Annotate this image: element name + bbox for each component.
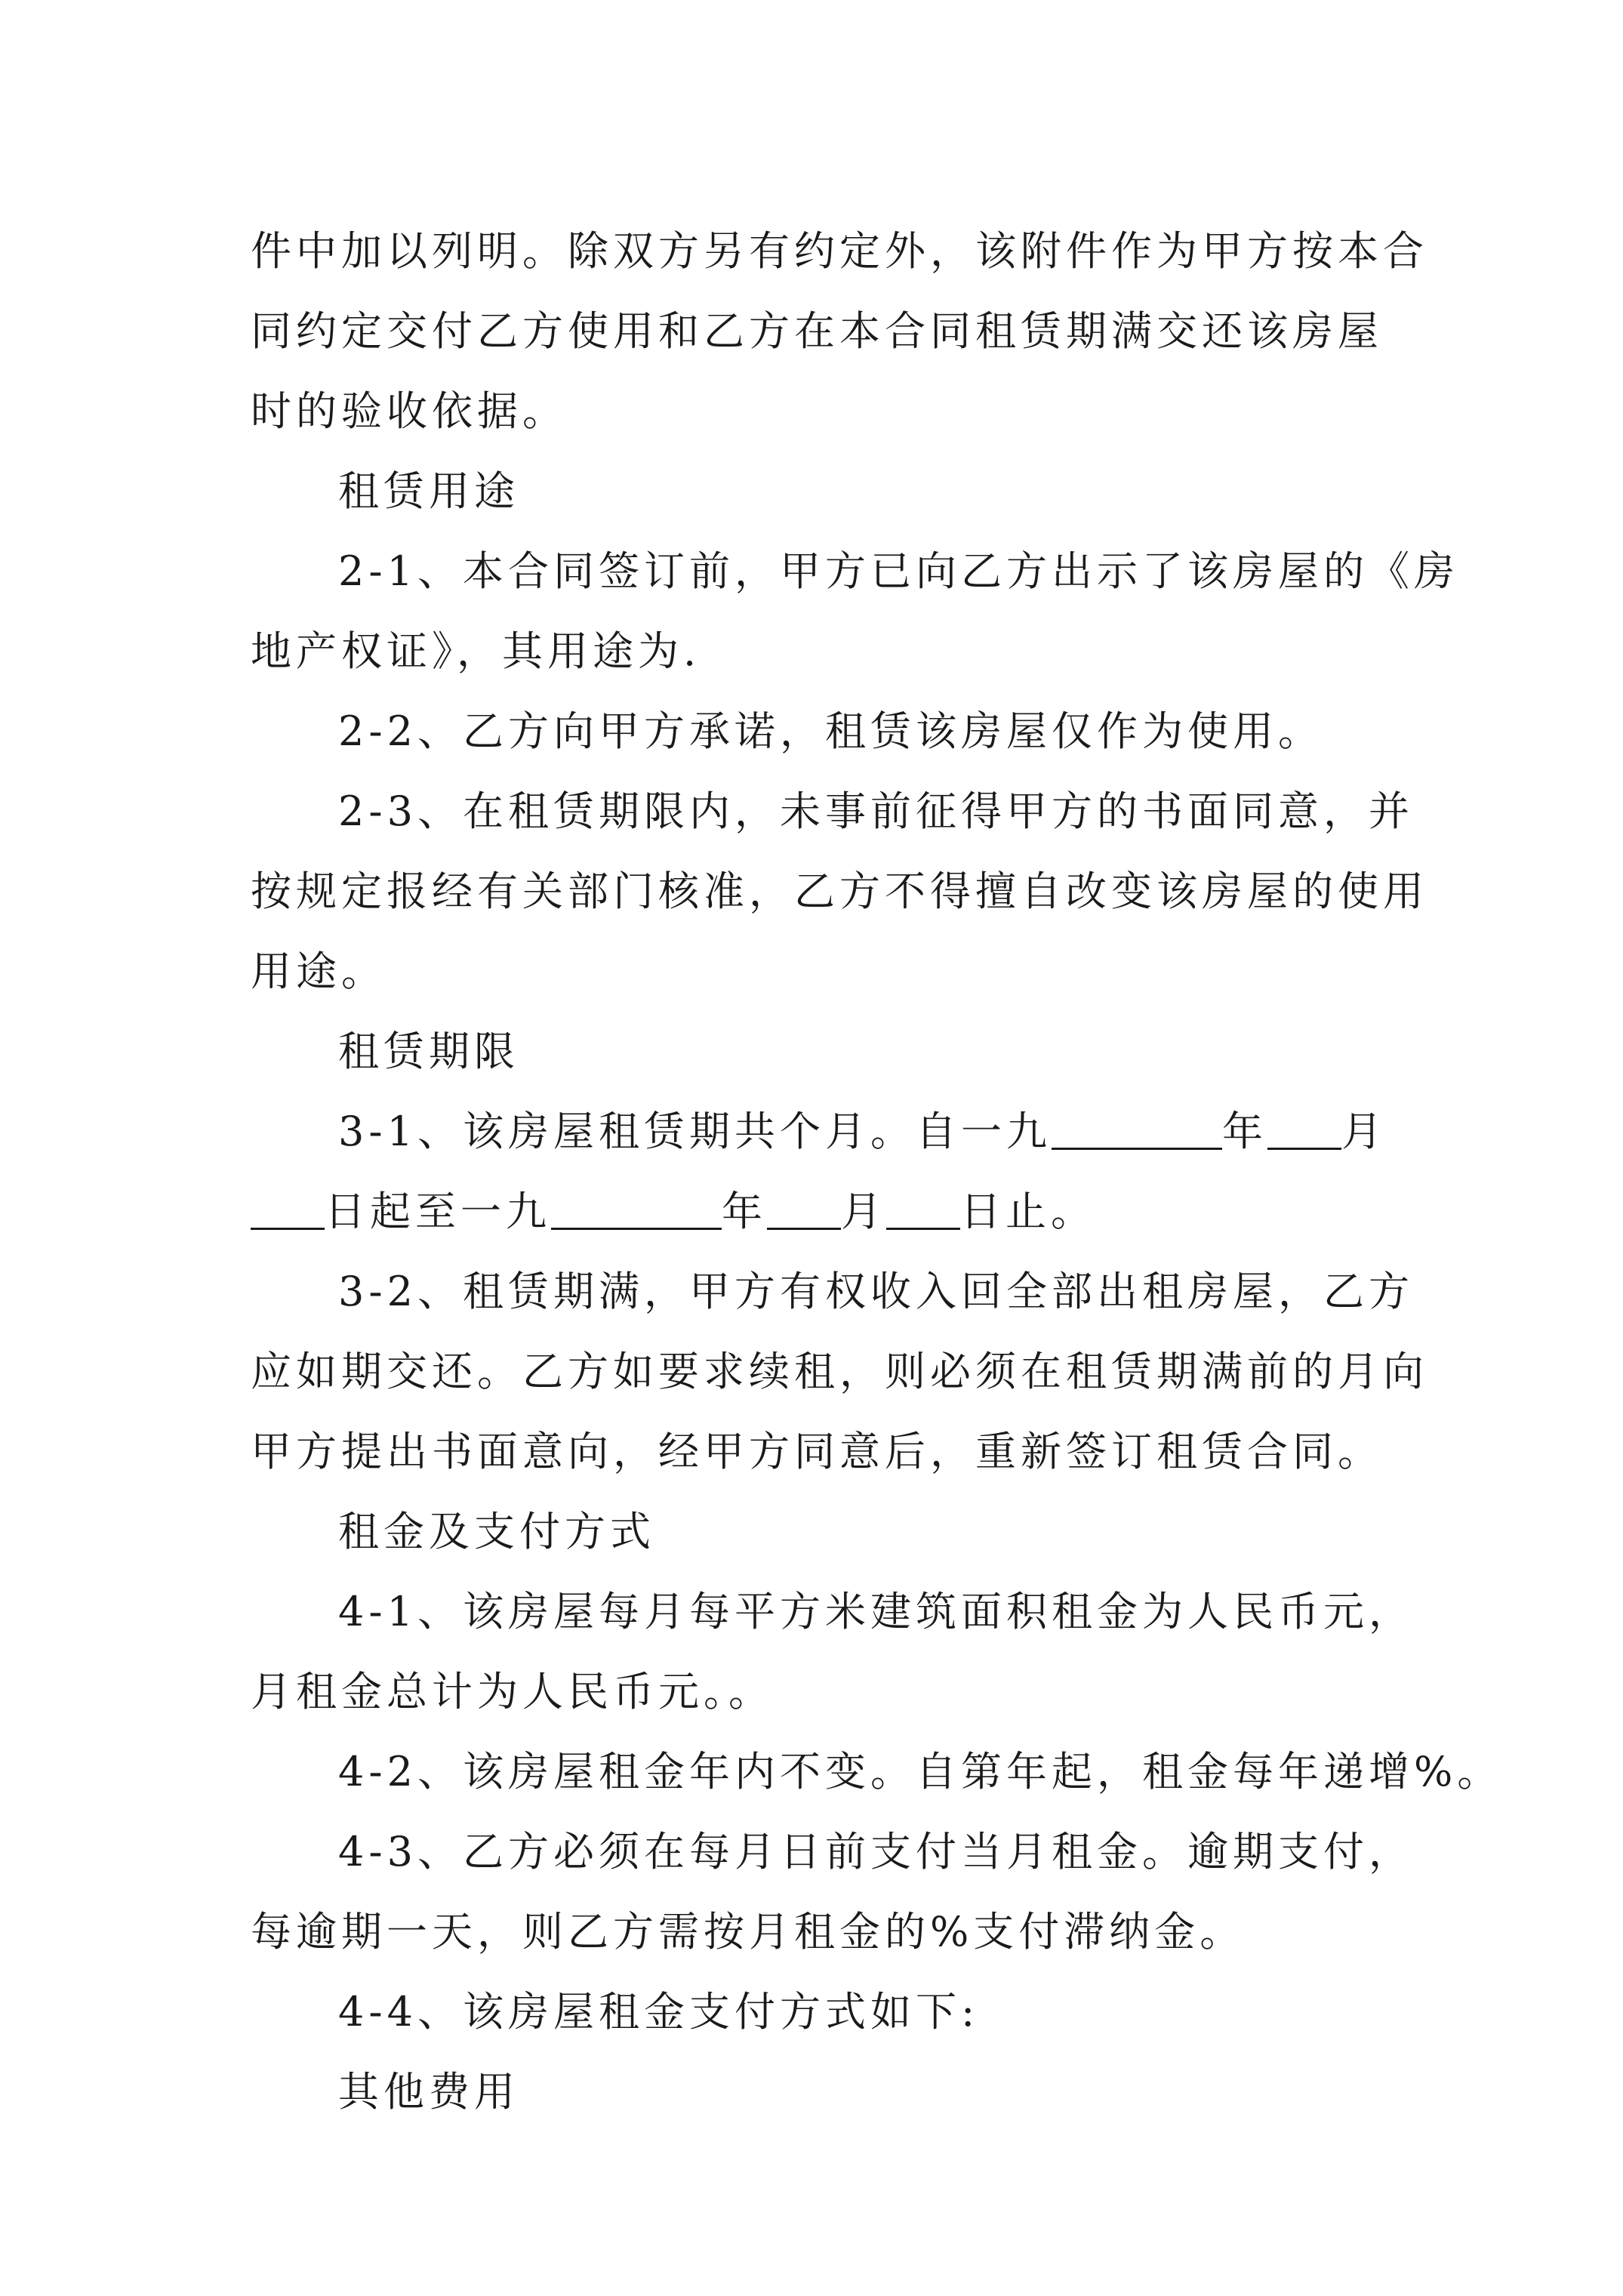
blank-day-start bbox=[251, 1187, 325, 1230]
text-line: 地产权证》，其用途为. bbox=[251, 627, 701, 675]
clause-4-1: 4-1、该房屋每月每平方米建筑面积租金为人民币元， bbox=[338, 1588, 1414, 1635]
text-line: 同约定交付乙方使用和乙方在本合同租赁期满交还该房屋 bbox=[251, 307, 1383, 355]
clause-4-4: 4-4、该房屋租金支付方式如下: bbox=[338, 1988, 980, 2036]
clause-2-2: 2-2、乙方向甲方承诺，租赁该房屋仅作为使用。 bbox=[338, 707, 1323, 755]
clause-2-3: 2-3、在租赁期限内，未事前征得甲方的书面同意，并 bbox=[338, 787, 1414, 835]
clause-4-3: 4-3、乙方必须在每月日前支付当月租金。逾期支付， bbox=[338, 1828, 1414, 1875]
clause-3-1 bbox=[251, 1092, 1387, 1172]
label-day-from: 日起至一九 bbox=[325, 1188, 551, 1235]
text-line: 甲方提出书面意向，经甲方同意后，重新签订租赁合同。 bbox=[251, 1428, 1383, 1475]
label-year: 年 bbox=[1221, 1108, 1267, 1155]
label-month: 月 bbox=[1341, 1108, 1387, 1155]
clause-4-2: 4-2、该房屋租金年内不变。自第年起，租金每年递增%。 bbox=[338, 1748, 1503, 1795]
blank-year-start bbox=[1052, 1107, 1222, 1150]
text-line: 时的验收依据。 bbox=[251, 387, 568, 435]
section-heading-usage: 租赁用途 bbox=[338, 467, 519, 515]
text-line: 按规定报经有关部门核准，乙方不得擅自改变该房屋的使用 bbox=[251, 868, 1428, 915]
text-line: 用途。 bbox=[251, 948, 387, 995]
section-heading-other-fees: 其他费用 bbox=[338, 2068, 519, 2116]
text-line: 月租金总计为人民币元。。 bbox=[251, 1668, 774, 1715]
text-line: 每逾期一天，则乙方需按月租金的%支付滞纳金。 bbox=[251, 1908, 1246, 1955]
section-heading-rent: 租金及支付方式 bbox=[338, 1508, 655, 1555]
clause-3-2: 3-2、租赁期满，甲方有权收入回全部出租房屋，乙方 bbox=[338, 1268, 1414, 1315]
document-body bbox=[251, 211, 1503, 2132]
clause-3-1-text: 3-1、该房屋租赁期共个月。自一九 bbox=[338, 1108, 1052, 1155]
text-line: 应如期交还。乙方如要求续租，则必须在租赁期满前的月向 bbox=[251, 1348, 1428, 1395]
clause-3-1-cont bbox=[251, 1172, 1383, 1252]
text-line: 件中加以列明。除双方另有约定外，该附件作为甲方按本合 bbox=[251, 227, 1428, 275]
label-year: 年 bbox=[722, 1188, 767, 1235]
blank-year-end bbox=[551, 1187, 722, 1230]
section-heading-term: 租赁期限 bbox=[338, 1028, 519, 1075]
blank-day-end bbox=[886, 1187, 960, 1230]
label-month: 月 bbox=[841, 1188, 886, 1235]
blank-month-end bbox=[767, 1187, 841, 1230]
clause-2-1: 2-1、本合同签订前，甲方已向乙方出示了该房屋的《房 bbox=[338, 547, 1459, 595]
blank-month-start bbox=[1267, 1107, 1341, 1150]
label-day-end: 日止。 bbox=[960, 1188, 1096, 1235]
